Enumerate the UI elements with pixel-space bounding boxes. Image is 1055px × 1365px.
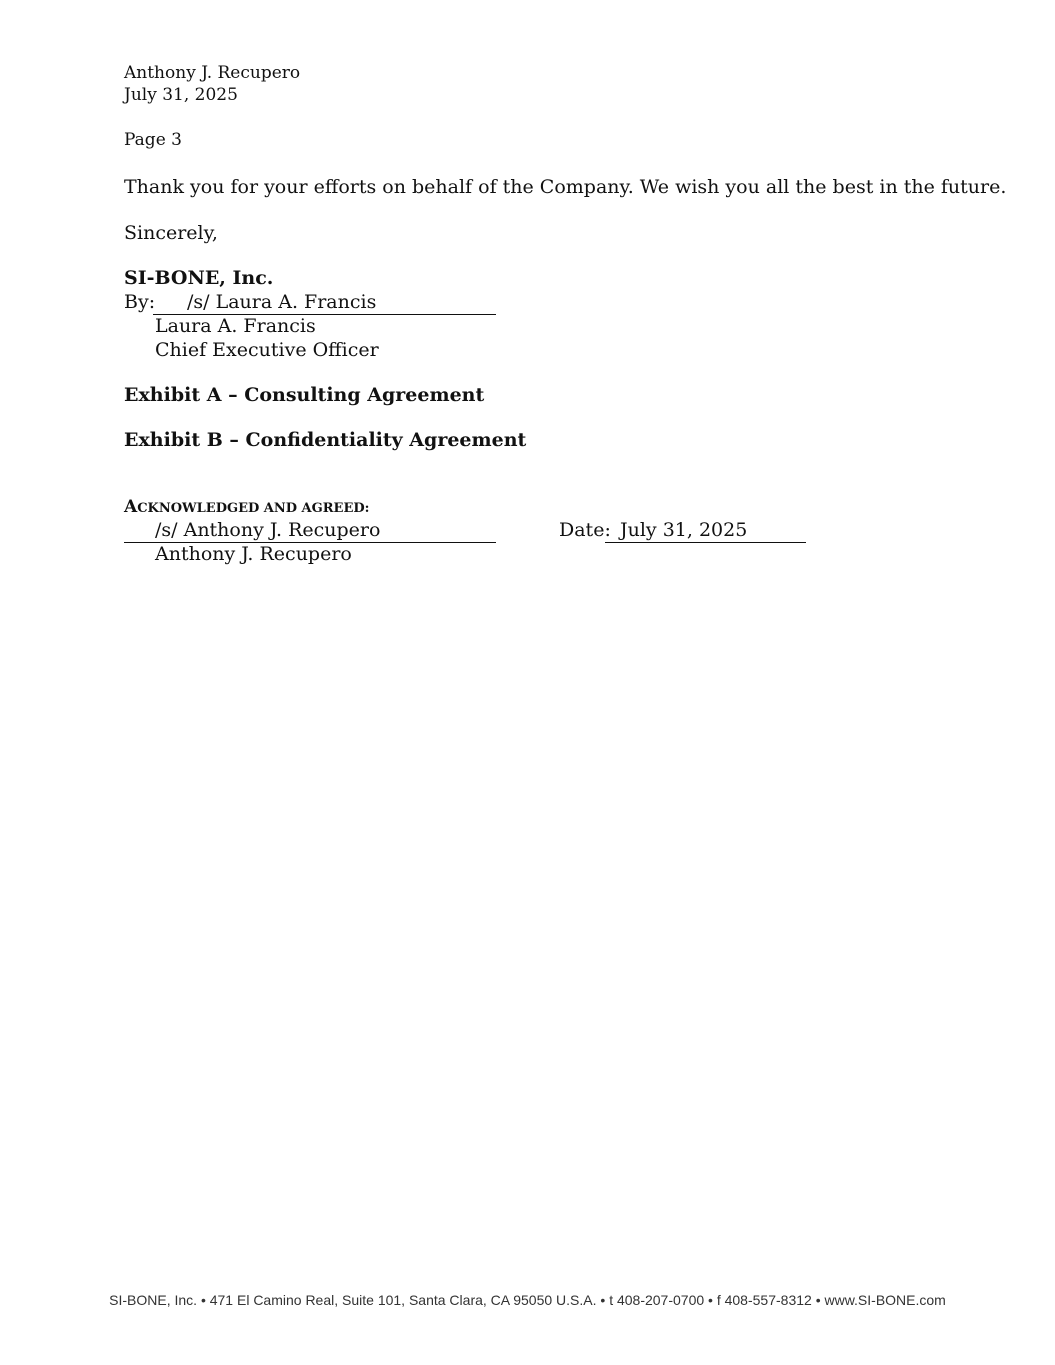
company-name: SI-BONE, Inc. xyxy=(124,267,274,289)
employee-signature: /s/ Anthony J. Recupero xyxy=(155,519,381,541)
exhibit-a: Exhibit A – Consulting Agreement xyxy=(124,384,485,406)
letter-date: July 31, 2025 xyxy=(124,85,238,105)
acknowledgment-date: July 31, 2025 xyxy=(620,519,748,541)
exhibit-b: Exhibit B – Confidentiality Agreement xyxy=(124,429,527,451)
employee-signer-name: Anthony J. Recupero xyxy=(155,543,352,565)
by-label: By: xyxy=(124,291,156,313)
recipient-name: Anthony J. Recupero xyxy=(124,63,301,83)
thank-you-paragraph: Thank you for your efforts on behalf of the Company. We wish you all the best in the future. xyxy=(124,176,1007,198)
closing: Sincerely, xyxy=(124,222,218,244)
company-signer-name: Laura A. Francis xyxy=(155,315,316,337)
page-number: Page 3 xyxy=(124,130,182,150)
company-signer-title: Chief Executive Officer xyxy=(155,339,379,361)
acknowledgment-heading-rest: CKNOWLEDGED AND AGREED: xyxy=(137,501,370,516)
acknowledgment-heading-initial: A xyxy=(124,497,138,517)
company-footer: SI-BONE, Inc. • 471 El Camino Real, Suite 101, Santa Clara, CA 95050 U.S.A. • t 408-207-0700 • f 408-557-8312 • www.SI-BONE.com xyxy=(109,1292,946,1308)
acknowledgment-heading xyxy=(124,497,369,517)
company-signature: /s/ Laura A. Francis xyxy=(187,291,377,313)
date-label: Date: xyxy=(559,519,611,541)
